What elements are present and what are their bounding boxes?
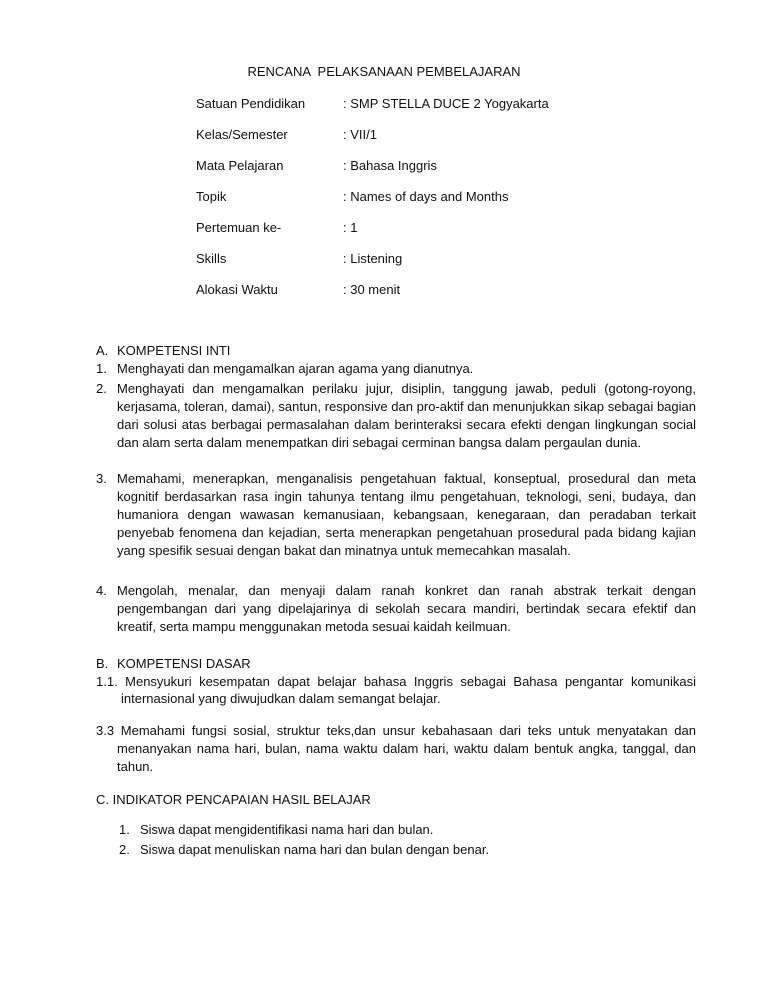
kd-item-2-line-1: 3.3 Memahami fungsi sosial, struktur teks,dan unsur kebahasaan dari teks untuk menyatakan dan bbox=[96, 723, 696, 738]
info-value: : Names of days and Months bbox=[343, 189, 509, 204]
ki-item-number: 3. bbox=[96, 471, 107, 486]
info-value: : Bahasa Inggris bbox=[343, 158, 437, 173]
info-value: : VII/1 bbox=[343, 127, 377, 142]
ki-item-text: Menghayati dan mengamalkan perilaku jujur, disiplin, tanggung jawab, peduli (gotong-royong, kerjasama, toleran, damai), santun, responsive dan pro-aktif dan menunjukkan sikap sebagai bagian dari solusi atas berbagai permasalahan dalam berinteraksi secara efekti dengan lingkungan social dan alam serta dalam menempatkan diri sebagai cerminan bangsa dalam pergaulan dunia. bbox=[117, 381, 696, 450]
info-label: Pertemuan ke- bbox=[196, 220, 282, 235]
info-label: Skills bbox=[196, 251, 227, 266]
section-heading-kd bbox=[96, 656, 251, 671]
kd-item-2 bbox=[96, 722, 696, 776]
ki-item-text: Menghayati dan mengamalkan ajaran agama yang dianutnya. bbox=[117, 361, 474, 376]
info-label: Mata Pelajaran bbox=[196, 158, 284, 173]
info-row-mapel bbox=[196, 158, 437, 173]
info-label: Alokasi Waktu bbox=[196, 282, 278, 297]
ki-item-number: 4. bbox=[96, 583, 107, 598]
ki-item-number: 2. bbox=[96, 381, 107, 396]
info-value: : 30 menit bbox=[343, 282, 401, 297]
info-label: Topik bbox=[196, 189, 227, 204]
indikator-item bbox=[119, 822, 433, 837]
info-value: : Listening bbox=[343, 251, 403, 266]
info-label: Kelas/Semester bbox=[196, 127, 288, 142]
info-label: Satuan Pendidikan bbox=[196, 96, 306, 111]
section-heading-indikator: C. INDIKATOR PENCAPAIAN HASIL BELAJAR bbox=[96, 792, 371, 807]
kd-item-2-rest: menanyakan nama hari, bulan, nama waktu dalam hari, waktu dalam bentuk angka, tanggal, dan tahun. bbox=[117, 741, 696, 774]
section-title: KOMPETENSI INTI bbox=[117, 343, 231, 358]
info-row-topik bbox=[196, 189, 508, 204]
info-value: : 1 bbox=[343, 220, 358, 235]
indikator-item-text: Siswa dapat menuliskan nama hari dan bulan dengan benar. bbox=[140, 842, 490, 857]
info-row-alokasi bbox=[196, 282, 400, 297]
section-number: B. bbox=[96, 656, 109, 671]
kd-item-1-line-1: 1.1. Mensyukuri kesempatan dapat belajar bahasa Inggris sebagai Bahasa pengantar komunikasi bbox=[96, 674, 696, 689]
section-heading-ki bbox=[96, 343, 231, 358]
indikator-item-text: Siswa dapat mengidentifikasi nama hari dan bulan. bbox=[140, 822, 434, 837]
info-row-kelas bbox=[196, 127, 377, 142]
indikator-item-number: 2. bbox=[119, 842, 130, 857]
kd-item-1-line-2: internasional yang diwujudkan dalam semangat belajar. bbox=[121, 691, 441, 706]
ki-item-text: Memahami, menerapkan, menganalisis pengetahuan faktual, konseptual, prosedural dan meta kognitif berdasarkan rasa ingin tahunya tentang ilmu pengetahuan, teknologi, seni, budaya, dan humaniora dengan wawasan kemanusiaan, kebangsaan, kenegaraan, dan peradaban terkait penyebab fenomena dan kejadian, serta menerapkan pengetahuan prosedural pada bidang kajian yang spesifik sesuai dengan bakat dan minatnya untuk memecahkan masalah. bbox=[117, 471, 696, 558]
indikator-item bbox=[119, 842, 489, 857]
section-number: A. bbox=[96, 343, 109, 358]
info-row-satuan bbox=[196, 96, 549, 111]
document-title: RENCANA PELAKSANAAN PEMBELAJARAN bbox=[247, 64, 521, 79]
info-value: : SMP STELLA DUCE 2 Yogyakarta bbox=[343, 96, 549, 111]
indikator-item-number: 1. bbox=[119, 822, 130, 837]
ki-item-text: Mengolah, menalar, dan menyaji dalam ranah konkret dan ranah abstrak terkait dengan pengembangan dari yang dipelajarinya di sekolah secara mandiri, bertindak secara efektif dan kreatif, serta mampu menggunakan metoda sesuai kaidah keilmuan. bbox=[117, 583, 696, 634]
kd-item-1 bbox=[96, 674, 696, 706]
info-row-skills bbox=[196, 251, 402, 266]
info-row-pertemuan bbox=[196, 220, 357, 235]
ki-item-number: 1. bbox=[96, 361, 107, 376]
section-title: KOMPETENSI DASAR bbox=[117, 656, 251, 671]
